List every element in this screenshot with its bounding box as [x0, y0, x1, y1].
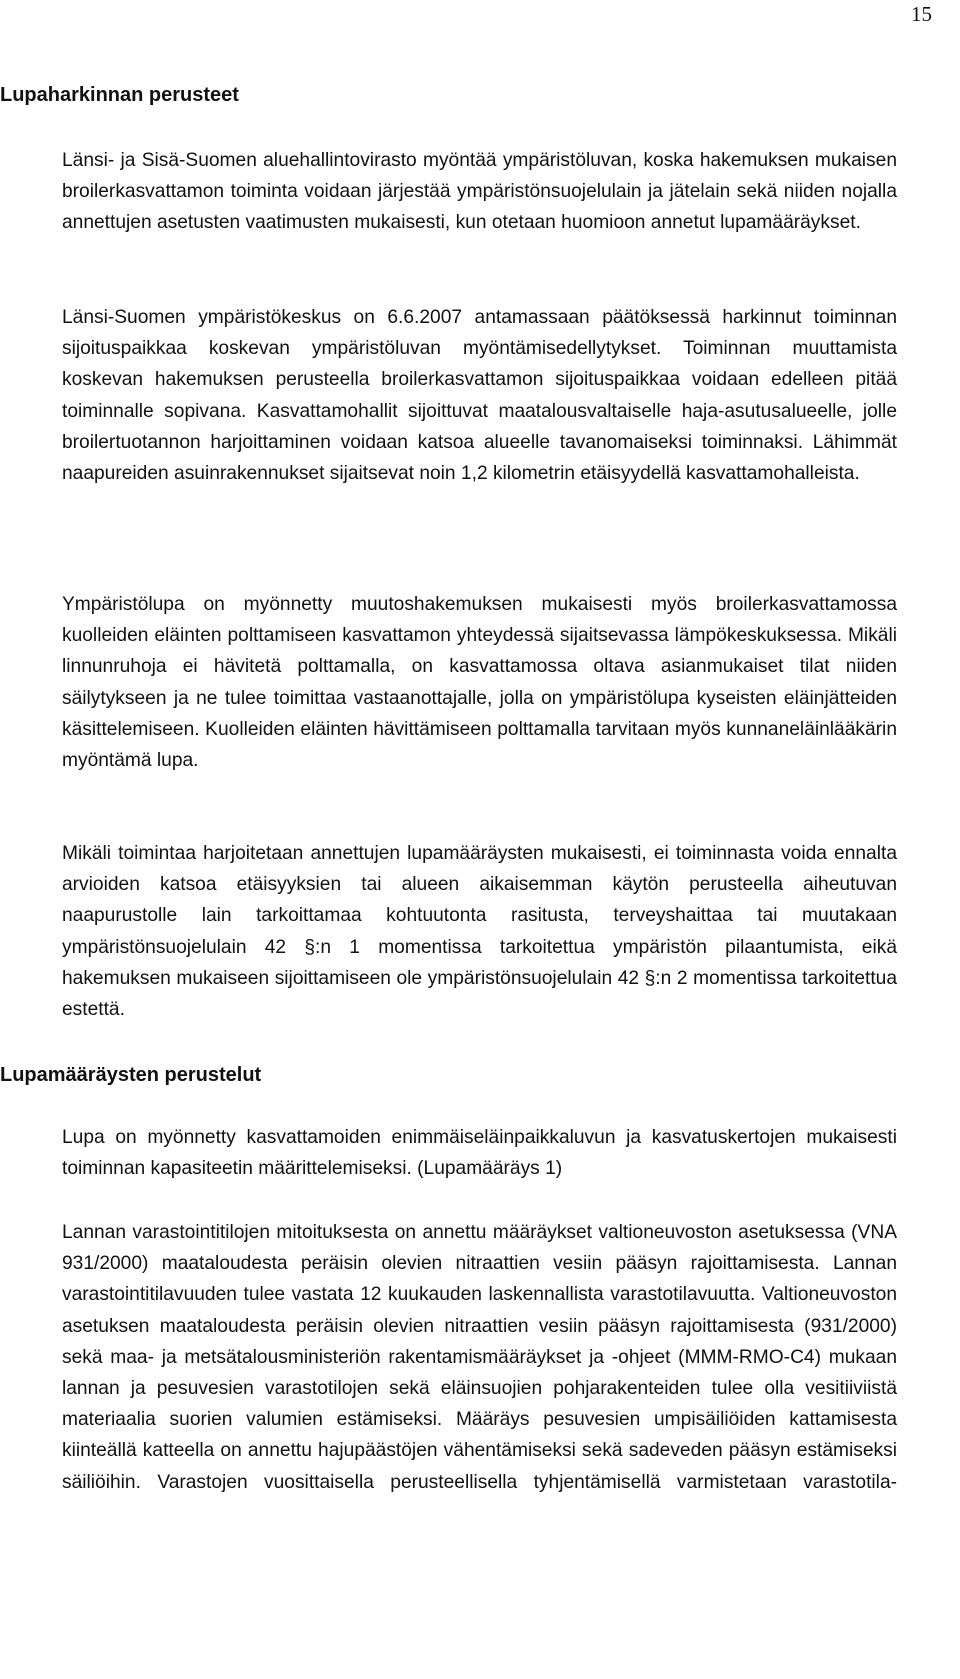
paragraph: Lupa on myönnetty kasvattamoiden enimmäiseläinpaikkaluvun ja kasvatuskertojen mukaisesti toiminnan kapasiteetin määrittelemiseksi. (Lupamääräys 1)	[62, 1127, 897, 1180]
paragraph: Mikäli toimintaa harjoitetaan annettujen lupamääräysten mukaisesti, ei toiminnasta voida ennalta arvioiden katsoa etäisyyksien tai alueen aikaisemman käytön perusteella aiheutuvan naapurustolle lain tarkoittamaa kohtuutonta rasitusta, terveyshaittaa tai muutakaan ympäristönsuojelulain 42 §:n 1 momentissa tarkoitettua ympäristön pilaantumista, eikä hakemuksen mukaiseen sijoittamiseen ole ympäristönsuojelulain 42 §:n 2 momentissa tarkoitettua estettä.	[62, 843, 897, 1021]
paragraph: Lannan varastointitilojen mitoituksesta on annettu määräykset valtioneuvoston asetuksessa (VNA 931/2000) maataloudesta peräisin olevien nitraattien vesiin pääsyn rajoittamisesta. Lannan varastointitilavuuden tulee vastata 12 kuukauden laskennallista varastotilavuutta. Valtioneuvoston asetuksen maataloudesta peräisin olevien nitraattien vesiin pääsyn rajoittamisesta (931/2000) sekä maa- ja metsätalousministeriön rakentamismääräykset ja -ohjeet (MMM-RMO-C4) mukaan lannan ja pesuvesien varastotilojen sekä eläinsuojien pohjarakenteiden tulee olla vesitiiviistä materiaalia suorien valumien estämiseksi. Määräys pesuvesien umpisäiliöiden kattamisesta kiinteällä katteella on annettu hajupäästöjen vähentämiseksi sekä sadeveden pääsyn estämiseksi säiliöihin. Varastojen vuosittaisella perusteellisella tyhjentämisellä varmistetaan varastotila-	[62, 1222, 897, 1493]
page-number: 15	[911, 2, 932, 26]
paragraph: Länsi-Suomen ympäristökeskus on 6.6.2007 antamassaan päätöksessä harkinnut toiminnan sijoituspaikkaa koskevan ympäristöluvan myöntämisedellytykset. Toiminnan muuttamista koskevan hakemuksen perusteella broilerkasvattamon sijoituspaikkaa voidaan edelleen pitää toiminnalle sopivana. Kasvattamohallit sijoittuvat maatalousvaltaiselle haja-asutusalueelle, jolle broilertuotannon harjoittaminen voidaan katsoa alueelle tavanomaiseksi toiminnaksi. Lähimmät naapureiden asuinrakennukset sijaitsevat noin 1,2 kilometrin etäisyydellä kasvattamohalleista.	[62, 307, 897, 485]
paragraph: Länsi- ja Sisä-Suomen aluehallintovirasto myöntää ympäristöluvan, koska hakemuksen mukaisen broilerkasvattamon toiminta voidaan järjestää ympäristönsuojelulain ja jätelain sekä niiden nojalla annettujen asetusten vaatimusten mukaisesti, kun otetaan huomioon annetut lupamääräykset.	[62, 150, 897, 234]
paragraph: Ympäristölupa on myönnetty muutoshakemuksen mukaisesti myös broilerkasvattamossa kuolleiden eläinten polttamiseen kasvattamon yhteydessä sijaitsevassa lämpökeskuksessa. Mikäli linnunruhoja ei hävitetä polttamalla, on kasvattamossa oltava asianmukaiset tilat niiden säilytykseen ja ne tulee toimittaa vastaanottajalle, jolla on ympäristölupa kyseisten eläinjätteiden käsittelemiseen. Kuolleiden eläinten hävittämiseen polttamalla tarvitaan myös kunnaneläinlääkärin myöntämä lupa.	[62, 594, 897, 772]
section-heading-lupamaaraysten-perustelut: Lupamääräysten perustelut	[0, 1064, 262, 1086]
section-heading-lupaharkinnan-perusteet: Lupaharkinnan perusteet	[0, 84, 239, 106]
